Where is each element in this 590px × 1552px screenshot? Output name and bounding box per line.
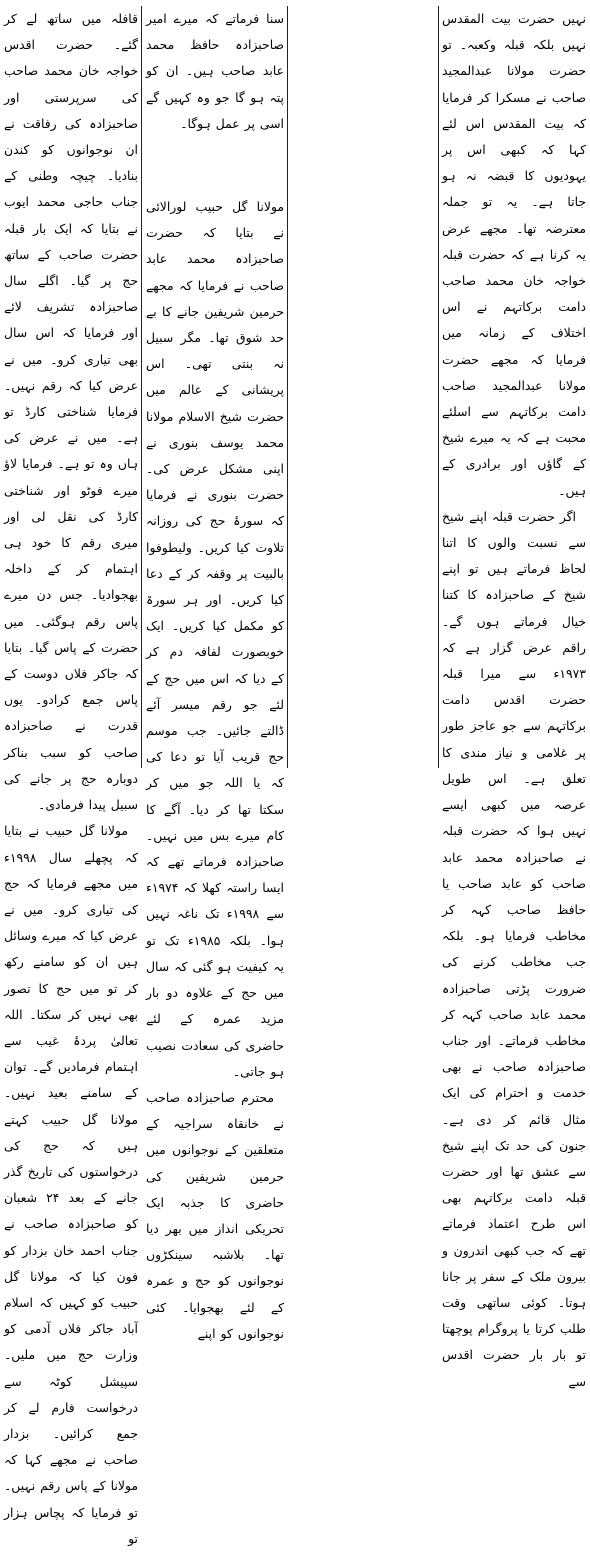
column-divider (141, 6, 142, 768)
column-second (292, 6, 432, 770)
column-center-top (146, 6, 284, 137)
column-paragraph: قافلہ میں ساتھ لے کر گئے۔ حضرت اقدس خواجہ خان محمد صاحب کی سرپرستی اور صاحبزادہ کی رفاقت نے ان نوجوانوں کو کندن بنادیا۔ چیچہ وطنی کے جناب حاجی محمد ایوب نے بتایا کہ ایک بار قبلہ حضرت صاحب کے ساتھ حج پر گیا۔ اگلے سال صاحبزادہ تشریف لائے اور فرمایا کہ اس سال بھی تیاری کرو۔ میں نے عرض کیا کہ رقم نہیں۔ فرمایا شناختی کارڈ تو ہے۔ میں نے عرض کی ہاں وہ تو ہے۔ فرمایا لاؤ میرے فوٹو اور شناختی کارڈ کی نقل لی اور میری رقم کا خود ہی اہتمام کر کے داخلہ بھجوادیا۔ جس دن میرے پاس رقم ہوگئی۔ میں حضرت کے پاس گیا۔ بتایا کہ جاکر فلاں دوست کے پاس جمع کرادو۔ یوں قدرت نے صاحبزادہ صاحب کو سبب بناکر دوبارہ حج پر جانے کی سبیل پیدا فرمادی۔ (4, 11, 138, 813)
column-center (146, 6, 284, 1341)
column-paragraph: مولانا گل حبیب نے بتایا کہ پچھلے سال ۱۹۹۸ء میں مجھے فرمایا کہ حج کی تیاری کرو۔ میں نے عرض کیا کہ میرے وسائل ہیں ان کو سامنے رکھ کر تو میں حج کا تصور بھی نہیں کر سکتا۔ اللہ تعالیٰ پردۂ غیب سے اہتمام فرمادیں گے۔ توان کے سامنے بعید نہیں۔ مولانا گل حبیب کہتے ہیں کہ حج کی درخواستوں کی تاریخ گذر جانے کے بعد ۲۴ شعبان کو صاحبزادہ صاحب نے جناب احمد خان بزدار کو فون کیا کہ مولانا گل حبیب کو کہیں کہ اسلام آباد جاکر فلاں آدمی کو وزارت حج میں ملیں۔ سپیشل کوٹہ سے درخواست فارم لے کر جمع کرائیں۔ بزدار صاحب نے مجھے کہا کہ مولانا کے پاس رقم نہیں۔ تو فرمایا کہ پچاس ہزار تو (4, 823, 138, 1546)
column-paragraph: سنا فرماتے کہ میرے امیر صاحبزادہ حافظ محمد عابد صاحب ہیں۔ ان کو پتہ ہو گا جو وہ کہیں گے اسی پر عمل ہوگا۔ (146, 11, 284, 131)
column-paragraph: مولانا گل حبیب لورالائی نے بتایا کہ حضرت صاحبزادہ محمد عابد صاحب نے فرمایا کہ مجھے حرمین شریفین جانے کا بے حد شوق تھا۔ مگر سبیل نہ بنتی تھی۔ اس پریشانی کے عالم میں حضرت شیخ الاسلام مولانا محمد یوسف بنوری نے اپنی مشکل عرض کی۔ حضرت بنوری نے فرمایا کہ سورۂ حج کی روزانہ تلاوت کیا کریں۔ ولیطوفوا بالبیت پر وقفہ کر کے دعا کیا کریں۔ اور ہر سورۃ کو مکمل کیا کریں۔ ایک خوبصورت لفافہ دم کر کے دیا کہ اس میں حج کے لئے جو رقم میسر آئے ڈالتے جائیں۔ جب موسم حج قریب آیا تو دعا کی کہ یا اللہ جو میں کر سکتا تھا کر دیا۔ آگے کا کام میرے بس میں نہیں۔ صاحبزادہ فرماتے تھے کہ ایسا راستہ کھلا کہ ۱۹۷۴ء سے ۱۹۹۸ء تک ناغہ نہیں ہوا۔ بلکہ ۱۹۸۵ء تک تو یہ کیفیت ہو گئی کہ سال میں حج کے علاوہ دو بار مزید عمرہ کے لئے حاضری کی سعادت نصیب ہو جاتی۔ (146, 199, 284, 1079)
column-divider (287, 6, 288, 768)
column-right (442, 6, 586, 1389)
column-paragraph: اگر حضرت قبلہ اپنے شیخ سے نسبت والوں کا اتنا لحاظ فرماتے ہیں تو اپنے شیخ کے صاحبزادہ کا کتنا خیال فرماتے ہوں گے۔ راقم عرض گزار ہے کہ ۱۹۷۳ء سے میرا قبلہ حضرت اقدس دامت برکاتہم سے جو عاجز طور پر غلامی و نیاز مندی کا تعلق ہے۔ اس طویل عرصہ میں کبھی ایسے نہیں ہوا کہ حضرت قبلہ نے صاحبزادہ محمد عابد صاحب کو عابد صاحب یا حافظ صاحب کہہ کر مخاطب فرمایا ہو۔ بلکہ جب مخاطب کرنے کی ضرورت پڑتی صاحبزادہ محمد عابد صاحب کہہ کر مخاطب فرماتے۔ اور جناب صاحبزادہ صاحب نے بھی خدمت و احترام کی ایک مثال قائم کر دی ہے۔ جنون کی حد تک اپنے شیخ سے عشق تھا اور حضرت قبلہ دامت برکاتہم بھی اس طرح اعتماد فرماتے تھے کہ جب کبھی اندرون و بیرون ملک کے سفر پر جانا ہوتا۔ کوئی ساتھی وقت طلب کرتا یا پروگرام پوچھتا تو بار بار حضرت اقدس سے (442, 508, 586, 1389)
column-divider (438, 6, 439, 768)
column-left (4, 6, 138, 1546)
column-paragraph: محترم صاحبزادہ صاحب نے خانقاہ سراجیہ کے متعلقین کے نوجوانوں میں حرمین شریفین کی حاضری کا جذبہ ایک تحریکی انداز میں بھر دیا تھا۔ بلاشبہ سینکڑوں نوجوانوں کو حج و عمرہ کے لئے بھجوایا۔ کئی نوجوانوں کو اپنے (146, 1089, 284, 1341)
column-paragraph: نہیں حضرت بیت المقدس نہیں بلکہ قبلہ وکعبہ۔ تو حضرت مولانا عبدالمجید صاحب نے مسکرا کر فرمایا کہ بیت المقدس اس لئے کہا کہ کبھی اس پر یہودیوں کا قبضہ نہ ہو جاتا ہے۔ یہ تو جملہ معترضہ تھا۔ مجھے عرض یہ کرنا ہے کہ حضرت قبلہ خواجہ خان محمد صاحب دامت برکاتہم نے اس اختلاف کے زمانہ میں فرمایا کہ مجھے حضرت مولانا عبدالمجید صاحب دامت برکاتہم سے اسلئے محبت ہے کہ یہ میرے شیخ کے گاؤں اور برادری کے ہیں۔ (442, 11, 586, 498)
column-center-bottom (146, 194, 284, 1347)
